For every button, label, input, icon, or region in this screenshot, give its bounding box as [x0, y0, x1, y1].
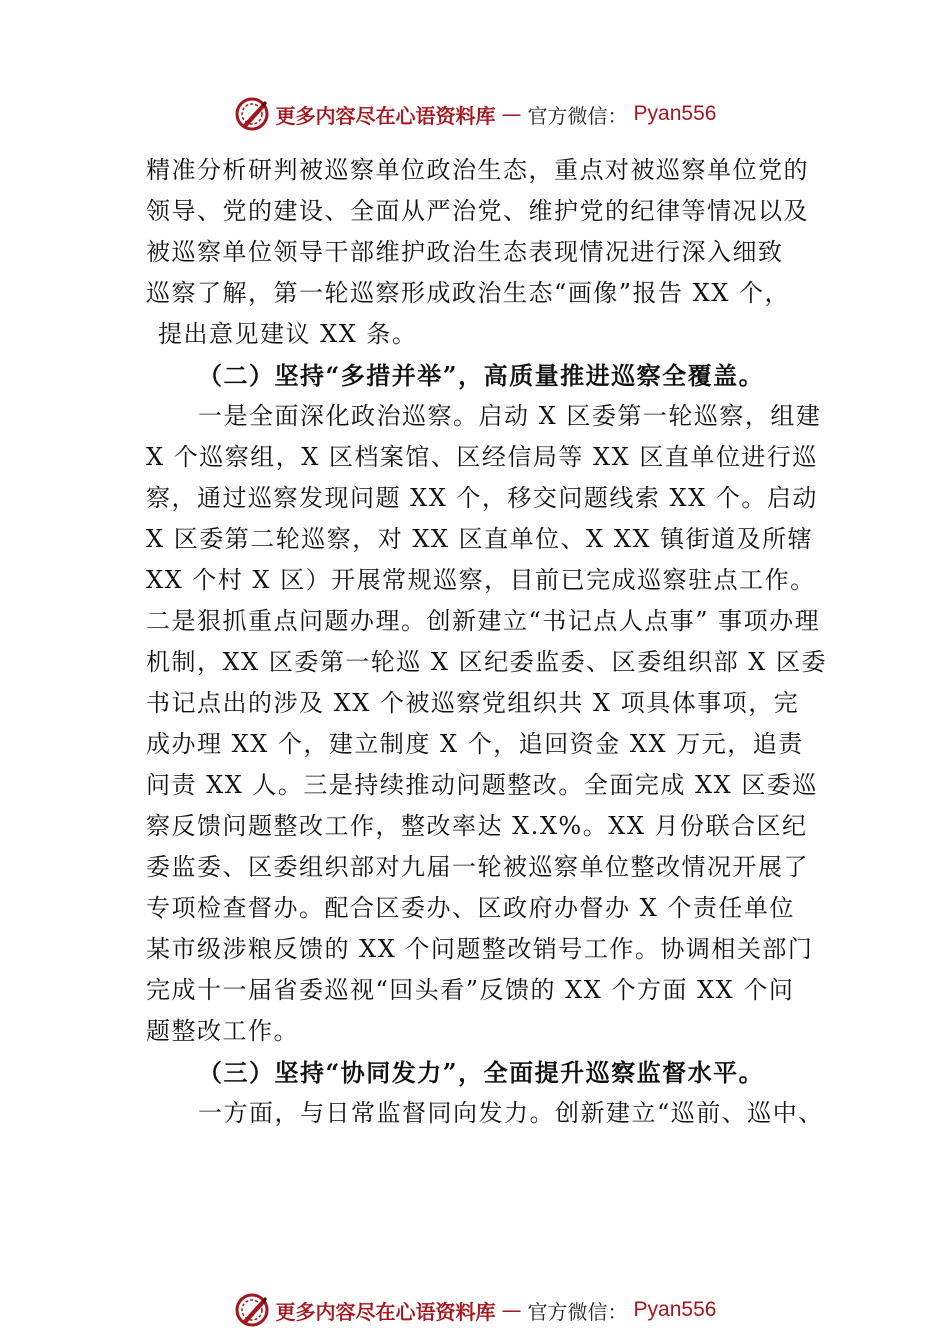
- document-body: [146, 150, 827, 1134]
- body-text-line: 题整改工作。: [146, 1017, 299, 1045]
- body-text-line: 专项检查督办。配合区委办、区政府办督办 X 个责任单位: [146, 894, 795, 922]
- banner-account: Pyan556: [633, 1298, 717, 1321]
- body-text-line: 被巡察单位领导干部维护政治生态表现情况进行深入细致: [146, 238, 784, 266]
- body-text-line: 二是狠抓重点问题办理。创新建立“书记点人点事” 事项办理: [146, 607, 821, 635]
- banner-label: 官方微信：: [527, 1299, 628, 1324]
- body-text-line: 一是全面深化政治巡察。启动 X 区委第一轮巡察，组建: [198, 402, 822, 430]
- body-text-line: 某市级涉粮反馈的 XX 个问题整改销号工作。协调相关部门: [146, 935, 814, 963]
- body-text-line: 领导、党的建设、全面从严治党、维护党的纪律等情况以及: [146, 197, 809, 225]
- body-text-line: 巡察了解，第一轮巡察形成政治生态“画像”报告 XX 个，: [146, 279, 790, 307]
- banner-label: 官方微信：: [527, 103, 628, 128]
- body-text-line: 察反馈问题整改工作，整改率达 X.X%。XX 月份联合区纪: [146, 812, 808, 840]
- body-text-line: XX 个村 X 区）开展常规巡察，目前已完成巡察驻点工作。: [146, 566, 816, 594]
- body-text-line: X 区委第二轮巡察，对 XX 区直单位、X XX 镇街道及所辖: [146, 525, 814, 553]
- banner-dash: —: [501, 102, 522, 126]
- section-heading-line: （三）坚持“协同发力”，全面提升巡察监督水平。: [198, 1058, 765, 1087]
- body-text-line: 完成十一届省委巡视“回头看”反馈的 XX 个方面 XX 个问: [146, 976, 795, 1004]
- banner-title: 更多内容尽在心语资料库: [275, 1299, 496, 1324]
- body-text-line: 委监委、区委组织部对九届一轮被巡察单位整改情况开展了: [146, 853, 809, 881]
- banner-account: Pyan556: [633, 102, 717, 125]
- section-heading-line: （二）坚持“多措并举”，高质量推进巡察全覆盖。: [198, 361, 765, 390]
- pen-seal-logo-icon: [234, 96, 270, 132]
- header-banner: [0, 94, 950, 134]
- body-text-line: 问责 XX 人。三是持续推动问题整改。全面完成 XX 区委巡: [146, 771, 818, 799]
- pen-seal-logo-icon: [234, 1292, 270, 1328]
- body-text-line: 精准分析研判被巡察单位政治生态，重点对被巡察单位党的: [146, 156, 809, 184]
- body-text-line: 一方面，与日常监督同向发力。创新建立“巡前、巡中、: [198, 1099, 824, 1127]
- body-text-line: 机制，XX 区委第一轮巡 X 区纪委监委、区委组织部 X 区委: [146, 648, 827, 676]
- banner-dash: —: [501, 1298, 522, 1322]
- body-text-line: 提出意见建议 XX 条。: [158, 320, 418, 348]
- footer-banner: [0, 1290, 950, 1330]
- body-text-line: 成办理 XX 个，建立制度 X 个，追回资金 XX 万元，追责: [146, 730, 804, 758]
- body-text-line: X 个巡察组，X 区档案馆、区经信局等 XX 区直单位进行巡: [146, 443, 818, 471]
- body-text-line: 书记点出的涉及 XX 个被巡察党组织共 X 项具体事项，完: [146, 689, 800, 717]
- body-text-line: 察，通过巡察发现问题 XX 个，移交问题线索 XX 个。启动: [146, 484, 818, 512]
- banner-title: 更多内容尽在心语资料库: [275, 103, 496, 128]
